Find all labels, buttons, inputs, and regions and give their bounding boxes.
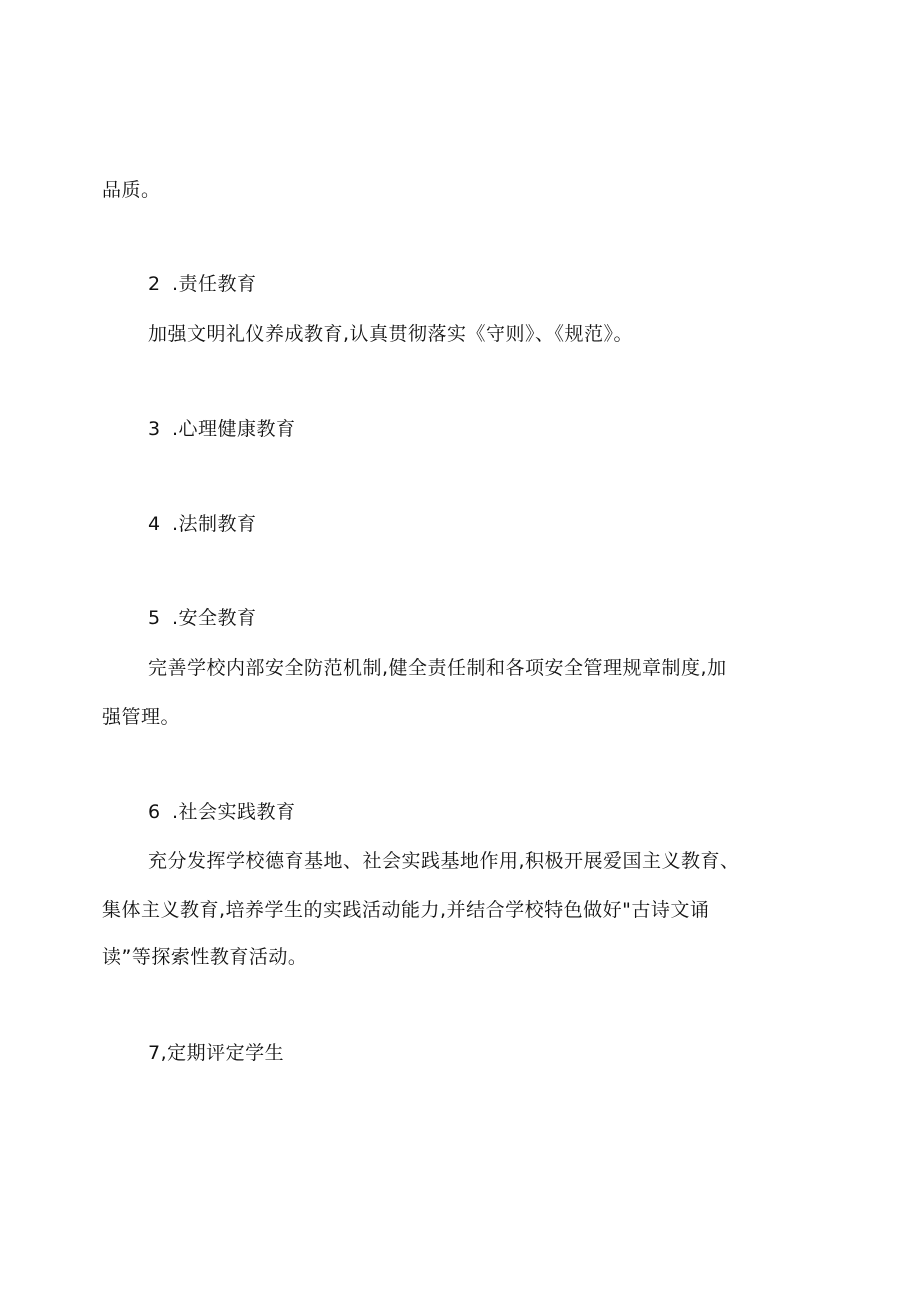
section-title: .心理健康教育 [172, 418, 296, 440]
section-body-line: 充分发挥学校德育基地、社会实践基地作用,积极开展爱国主义教育、 [148, 850, 740, 872]
section-body-line: 完善学校内部安全防范机制,健全责任制和各项安全管理规章制度,加 [148, 657, 727, 679]
section-number: 6 [148, 801, 161, 823]
section-heading-5 [148, 606, 257, 630]
section-title: .安全教育 [172, 607, 257, 629]
section-heading-2 [148, 272, 257, 296]
section-heading-6 [148, 800, 296, 824]
section-body-line: 读”等探索性教育活动。 [102, 946, 308, 968]
section-body-line: 加强文明礼仪养成教育,认真贯彻落实《守则》、《规范》。 [148, 323, 634, 345]
section-heading-3 [148, 417, 296, 441]
section-title: .法制教育 [172, 513, 257, 535]
section-number: 2 [148, 273, 161, 295]
section-body-line: 强管理。 [102, 706, 181, 728]
section-heading-4 [148, 512, 257, 536]
section-number: 7, [148, 1042, 168, 1064]
section-number: 4 [148, 513, 161, 535]
section-title: .责任教育 [172, 273, 257, 295]
paragraph-continuation: 品质。 [102, 179, 161, 201]
section-heading-7 [148, 1041, 284, 1065]
section-title: .社会实践教育 [172, 801, 296, 823]
section-title: 定期评定学生 [167, 1042, 285, 1064]
section-number: 5 [148, 607, 161, 629]
section-number: 3 [148, 418, 161, 440]
section-body-line: 集体主义教育,培养学生的实践活动能力,并结合学校特色做好"古诗文诵 [102, 899, 710, 921]
